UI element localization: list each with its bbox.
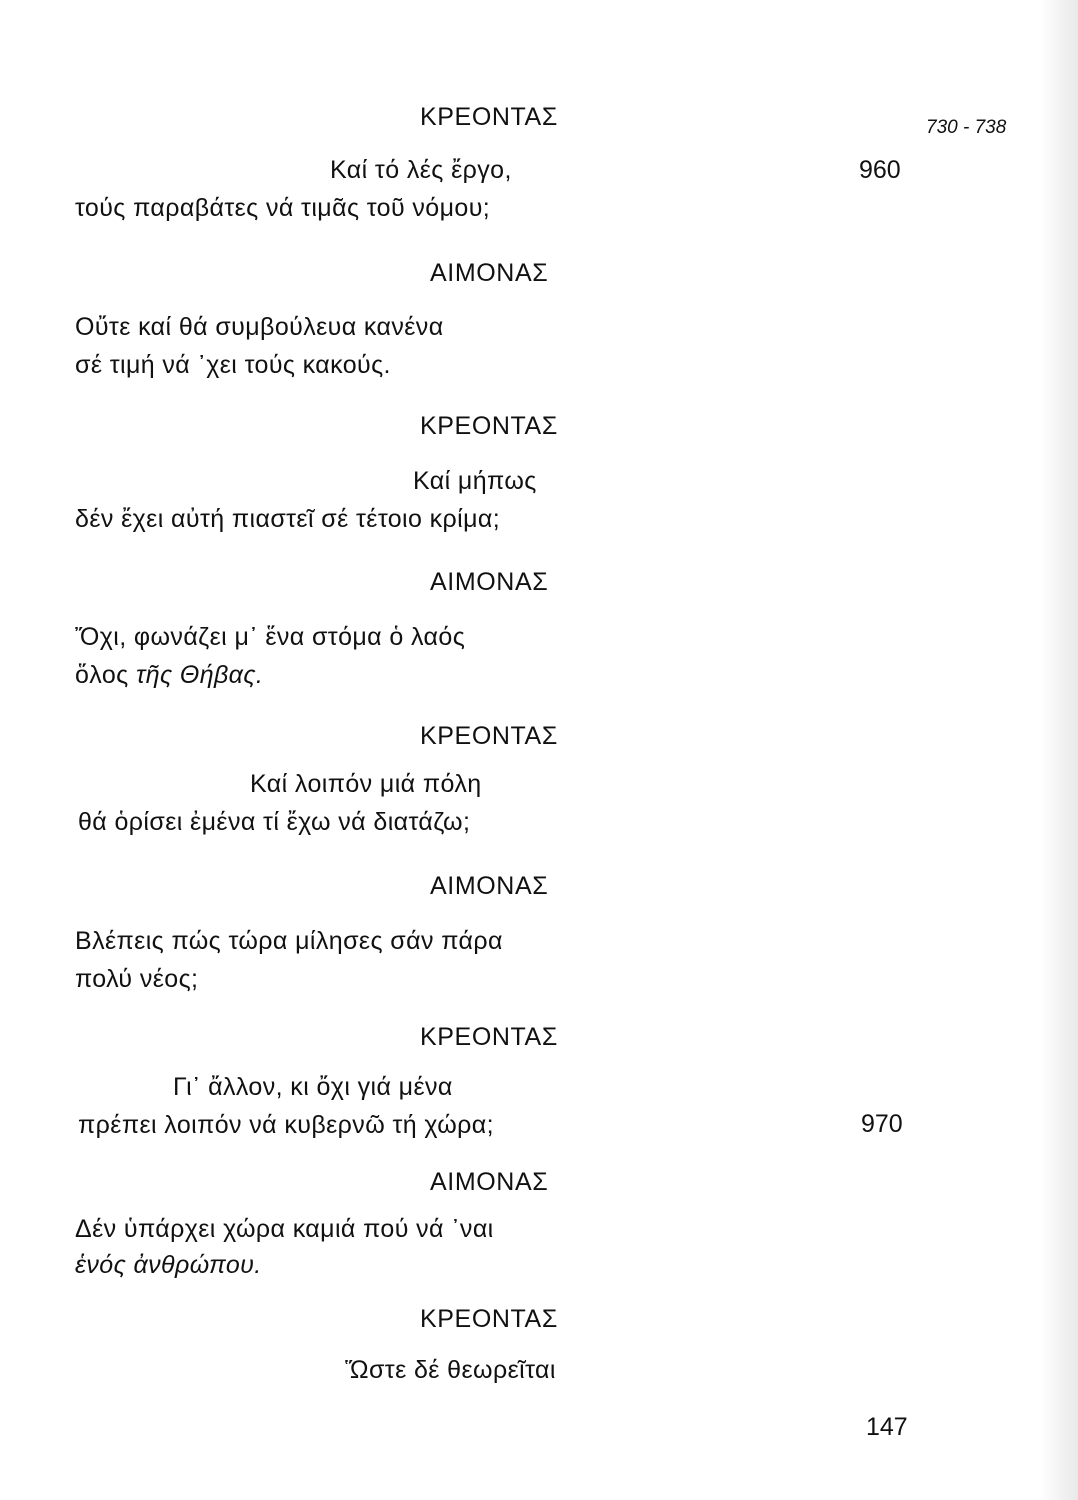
- verse-line: σέ τιμή νά ᾿χει τούς κακούς.: [75, 351, 391, 379]
- verse-line-italic-text: τῆς Θήβας.: [135, 661, 264, 689]
- line-number-970: 970: [861, 1110, 903, 1138]
- speaker-creon: ΚΡΕΟΝΤΑΣ: [420, 722, 558, 750]
- verse-line: [75, 660, 263, 690]
- verse-line: θά ὁρίσει ἐμένα τί ἔχω νά διατάζω;: [78, 808, 471, 836]
- speaker-haemon: ΑΙΜΟΝΑΣ: [430, 872, 549, 900]
- verse-line: δέν ἔχει αὐτή πιαστεῖ σέ τέτοιο κρίμα;: [75, 505, 501, 533]
- speaker-creon: ΚΡΕΟΝΤΑΣ: [420, 1023, 558, 1051]
- verse-line: Οὔτε καί θά συμβούλευα κανένα: [75, 313, 444, 341]
- speaker-creon: ΚΡΕΟΝΤΑΣ: [420, 1305, 558, 1333]
- verse-line-text: ὅλος: [75, 661, 136, 689]
- speaker-haemon: ΑΙΜΟΝΑΣ: [430, 568, 549, 596]
- speaker-haemon: ΑΙΜΟΝΑΣ: [430, 259, 549, 287]
- verse-line: πολύ νέος;: [75, 965, 199, 993]
- verse-line: πρέπει λοιπόν νά κυβερνῶ τή χώρα;: [78, 1111, 494, 1139]
- speaker-creon: ΚΡΕΟΝΤΑΣ: [420, 412, 558, 440]
- page-edge-shadow: [1040, 0, 1078, 1500]
- verse-line: Καί λοιπόν μιά πόλη: [250, 770, 482, 798]
- verse-line: Καί τό λές ἔργο,: [330, 156, 512, 184]
- verse-line: Ὄχι, φωνάζει μ᾿ ἕνα στόμα ὁ λαός: [75, 623, 466, 651]
- line-number-960: 960: [859, 156, 901, 184]
- verse-line: Καί μήπως: [413, 467, 537, 495]
- verse-line: Δέν ὑπάρχει χώρα καμιά πού νά ᾿ναι: [75, 1215, 494, 1243]
- page-number: 147: [866, 1413, 908, 1441]
- verse-range-reference: 730 - 738: [926, 117, 1007, 138]
- verse-line: Βλέπεις πώς τώρα μίλησες σάν πάρα: [75, 927, 503, 955]
- verse-line: ἑνός ἀνθρώπου.: [75, 1251, 262, 1279]
- speaker-haemon: ΑΙΜΟΝΑΣ: [430, 1168, 549, 1196]
- verse-line: τούς παραβάτες νά τιμᾶς τοῦ νόμου;: [75, 194, 491, 222]
- verse-line: Ὥστε δέ θεωρεῖται: [345, 1356, 556, 1384]
- verse-line: Γι᾿ ἄλλον, κι ὄχι γιά μένα: [173, 1073, 453, 1101]
- speaker-creon: ΚΡΕΟΝΤΑΣ: [420, 103, 558, 131]
